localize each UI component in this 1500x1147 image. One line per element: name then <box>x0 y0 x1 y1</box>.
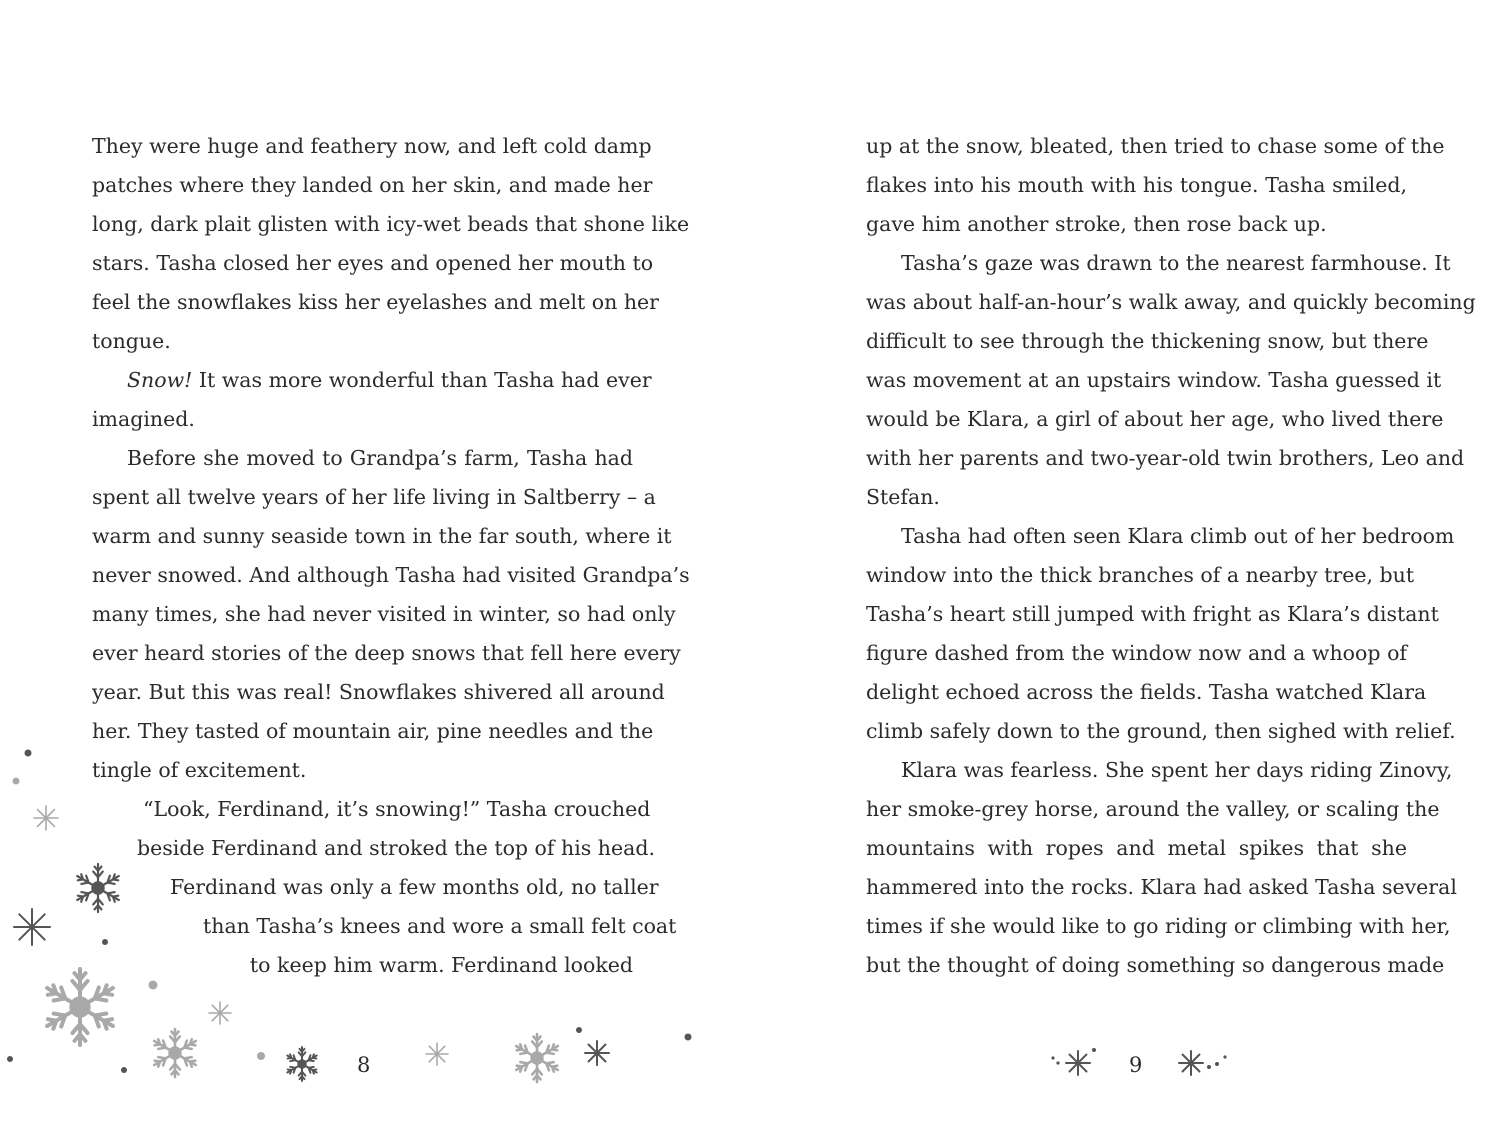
text-line: imagined. <box>92 407 195 431</box>
text-line: gave him another stroke, then rose back up. <box>866 212 1327 236</box>
text-line: her smoke-grey horse, around the valley, or scaling the <box>866 797 1440 821</box>
text-line: difficult to see through the thickening snow, but there <box>866 329 1429 353</box>
text-line: times if she would like to go riding or climbing with her, <box>866 914 1451 938</box>
text-line: her. They tasted of mountain air, pine needles and the <box>92 719 654 743</box>
text-line: was movement at an upstairs window. Tasha guessed it <box>866 368 1442 392</box>
text-line: stars. Tasha closed her eyes and opened her mouth to <box>92 251 654 275</box>
text-line: Stefan. <box>866 485 940 509</box>
text-line: was about half-an-hour’s walk away, and quickly becoming <box>866 290 1476 314</box>
text-line: Ferdinand was only a few months old, no taller <box>170 875 659 899</box>
text-line: window into the thick branches of a nearby tree, but <box>866 563 1415 587</box>
text-line: tongue. <box>92 329 171 353</box>
text-line: beside Ferdinand and stroked the top of his head. <box>137 836 655 860</box>
text-line: than Tasha’s knees and wore a small felt coat <box>203 914 677 938</box>
text-line: many times, she had never visited in winter, so had only <box>92 602 676 626</box>
text-line: long, dark plait glisten with icy-wet beads that shone like <box>92 212 690 236</box>
text-line: never snowed. And although Tasha had visited Grandpa’s <box>92 563 690 587</box>
text-line: mountains with ropes and metal spikes that she <box>866 836 1407 860</box>
page-number: 8 <box>357 1053 371 1077</box>
text-line: “Look, Ferdinand, it’s snowing!” Tasha crouched <box>143 797 651 821</box>
text-line: to keep him warm. Ferdinand looked <box>249 953 633 977</box>
text-line: year. But this was real! Snowflakes shivered all around <box>92 680 665 704</box>
text-line: Tasha’s gaze was drawn to the nearest farmhouse. It <box>901 251 1451 275</box>
text-line: feel the snowflakes kiss her eyelashes and melt on her <box>92 290 659 314</box>
text-line: Klara was fearless. She spent her days riding Zinovy, <box>901 758 1453 782</box>
text-line: tingle of excitement. <box>92 758 307 782</box>
text-line: patches where they landed on her skin, and made her <box>92 173 653 197</box>
text-line: with her parents and two-year-old twin brothers, Leo and <box>866 446 1465 470</box>
text-line: hammered into the rocks. Klara had asked Tasha several <box>866 875 1457 899</box>
italic-word: Snow! <box>127 368 193 392</box>
text-line: up at the snow, bleated, then tried to chase some of the <box>866 134 1445 158</box>
text-line: They were huge and feathery now, and left cold damp <box>92 134 652 158</box>
text-line: figure dashed from the window now and a whoop of <box>866 641 1407 665</box>
text-line: Tasha had often seen Klara climb out of her bedroom <box>901 524 1455 548</box>
text-line: spent all twelve years of her life living in Saltberry – a <box>92 485 656 509</box>
text-line: would be Klara, a girl of about her age, who lived there <box>866 407 1444 431</box>
text-line: warm and sunny seaside town in the far south, where it <box>92 524 672 548</box>
text-line: Tasha’s heart still jumped with fright as Klara’s distant <box>866 602 1439 626</box>
text-line: flakes into his mouth with his tongue. Tasha smiled, <box>866 173 1407 197</box>
text-line: climb safely down to the ground, then sighed with relief. <box>866 719 1456 743</box>
page-number: 9 <box>1129 1053 1143 1077</box>
text-line: delight echoed across the fields. Tasha watched Klara <box>866 680 1427 704</box>
line-rest: It was more wonderful than Tasha had ever <box>198 368 652 392</box>
text-line: but the thought of doing something so dangerous made <box>866 953 1445 977</box>
text-line: Before she moved to Grandpa’s farm, Tasha had <box>127 446 633 470</box>
text-line: ever heard stories of the deep snows that fell here every <box>92 641 681 665</box>
